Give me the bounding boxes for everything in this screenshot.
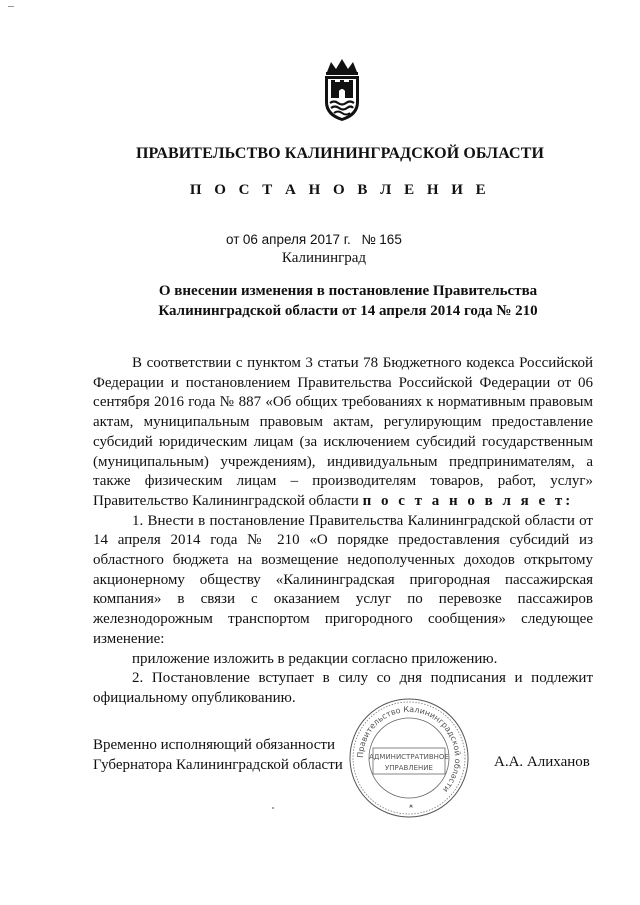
- scan-mark: [8, 6, 14, 7]
- item-2: 2. Постановление вступает в силу со дня подписания и подлежит официальному опубликованию.: [93, 670, 593, 706]
- coat-of-arms-icon: [317, 58, 367, 122]
- document-body: [93, 354, 593, 709]
- official-stamp: [347, 696, 471, 820]
- document-type: П О С Т А Н О В Л Е Н И Е: [189, 182, 491, 198]
- subject-line-1: О внесении изменения в постановление Правительства: [158, 283, 538, 299]
- signatory-position: [93, 735, 343, 775]
- document-subject: [98, 281, 598, 321]
- date-line: [226, 232, 402, 249]
- position-line-1: Временно исполняющий обязанности: [93, 737, 336, 753]
- item-1-sub: приложение изложить в редакции согласно приложению.: [132, 650, 498, 667]
- city: Калининград: [281, 250, 367, 266]
- stamp-center-line-2: УПРАВЛЕНИЕ: [385, 764, 433, 772]
- document-number: 165: [379, 232, 402, 247]
- date-prefix: от: [226, 232, 240, 247]
- number-prefix: №: [361, 232, 376, 247]
- scan-dot: [272, 807, 274, 809]
- signatory-name: А.А. Алиханов: [494, 754, 590, 770]
- stamp-center-line-1: АДМИНИСТРАТИВНОЕ: [369, 753, 449, 761]
- organization-title: ПРАВИТЕЛЬСТВО КАЛИНИНГРАДСКОЙ ОБЛАСТИ: [135, 145, 545, 162]
- resolves-word: п о с т а н о в л я е т:: [362, 492, 574, 509]
- stamp-ring-text: Правительство Калининградской области: [355, 704, 463, 795]
- preamble-text: В соответствии с пунктом 3 статьи 78 Бюджетного кодекса Российской Федерации и постановлением Правительства Российской Федерации от 06 сентября 2016 года № 887 «Об общих требованиях к нормативным правовым актам, муниципальным правовым актам, регулирующим предоставление субсидий юридическим лицам (за исключением субсидий государственным (муниципальным) учреждениям), индивидуальным предпринимателям, а также физическим лицам – производителям товаров, работ, услуг» Правительство Калининградской области: [93, 355, 593, 509]
- subject-line-2: Калининградской области от 14 апреля 2014 года № 210: [158, 303, 538, 319]
- position-line-2: Губернатора Калининградской области: [93, 757, 343, 773]
- item-1: 1. Внести в постановление Правительства Калининградской области от 14 апреля 2014 года № 210 «О порядке предоставления субсидий из областного бюджета на возмещение недополученных доходов открытому акционерному обществу «Калининградская пригородная пассажирская компания» в связи с оказанием услуг по перевозке пассажиров железнодорожным транспортом пригородного сообщения» следующее изменение:: [93, 512, 593, 647]
- preamble-paragraph: [93, 354, 593, 512]
- document-date: 06 апреля 2017 г.: [242, 232, 351, 247]
